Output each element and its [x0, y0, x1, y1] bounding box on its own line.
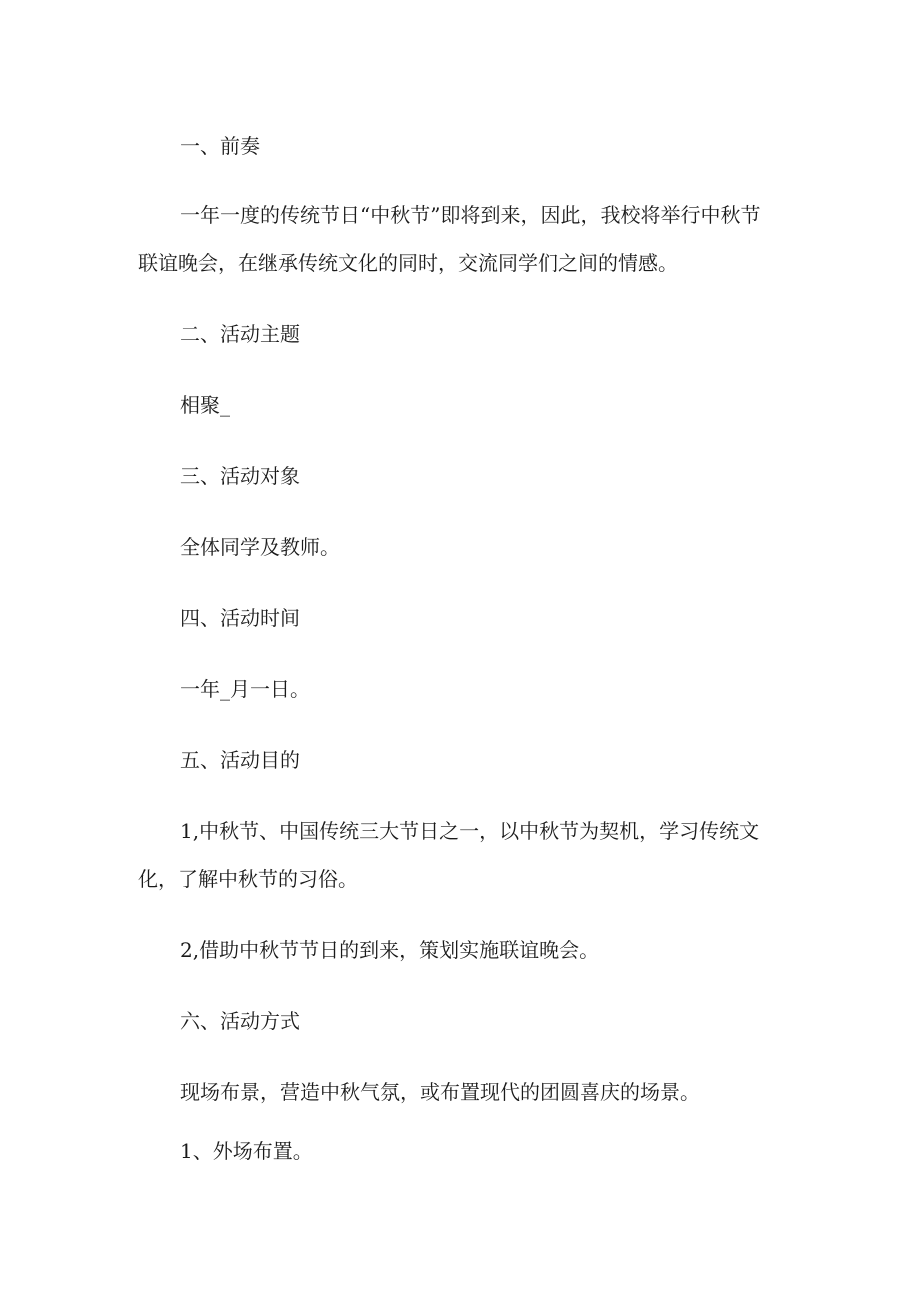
paragraph-target-body: 全体同学及教师。 — [180, 535, 340, 559]
paragraph-method-body: 现场布景，营造中秋气氛，或布置现代的团圆喜庆的场景。 — [180, 1080, 700, 1104]
paragraph-theme-body: 相聚_ — [180, 393, 230, 417]
heading-activity-purpose: 五、活动目的 — [180, 748, 300, 772]
heading-prelude: 一、前奏 — [180, 134, 260, 158]
heading-activity-method: 六、活动方式 — [180, 1009, 300, 1033]
paragraph-time-body: 一年_月一日。 — [180, 677, 310, 701]
heading-activity-time: 四、活动时间 — [180, 606, 300, 630]
paragraph-purpose-item-1: 1,中秋节、中国传统三大节日之一，以中秋节为契机，学习传统文化，了解中秋节的习俗。 — [138, 819, 760, 891]
paragraph-method-item-1: 1、外场布置。 — [180, 1139, 313, 1163]
paragraph-prelude-body: 一年一度的传统节日“中秋节”即将到来，因此，我校将举行中秋节联谊晚会，在继承传统文化的同时，交流同学们之间的情感。 — [138, 203, 761, 275]
heading-activity-theme: 二、活动主题 — [180, 322, 300, 346]
heading-activity-target: 三、活动对象 — [180, 464, 300, 488]
paragraph-purpose-item-2: 2,借助中秋节节日的到来，策划实施联谊晚会。 — [180, 938, 600, 962]
